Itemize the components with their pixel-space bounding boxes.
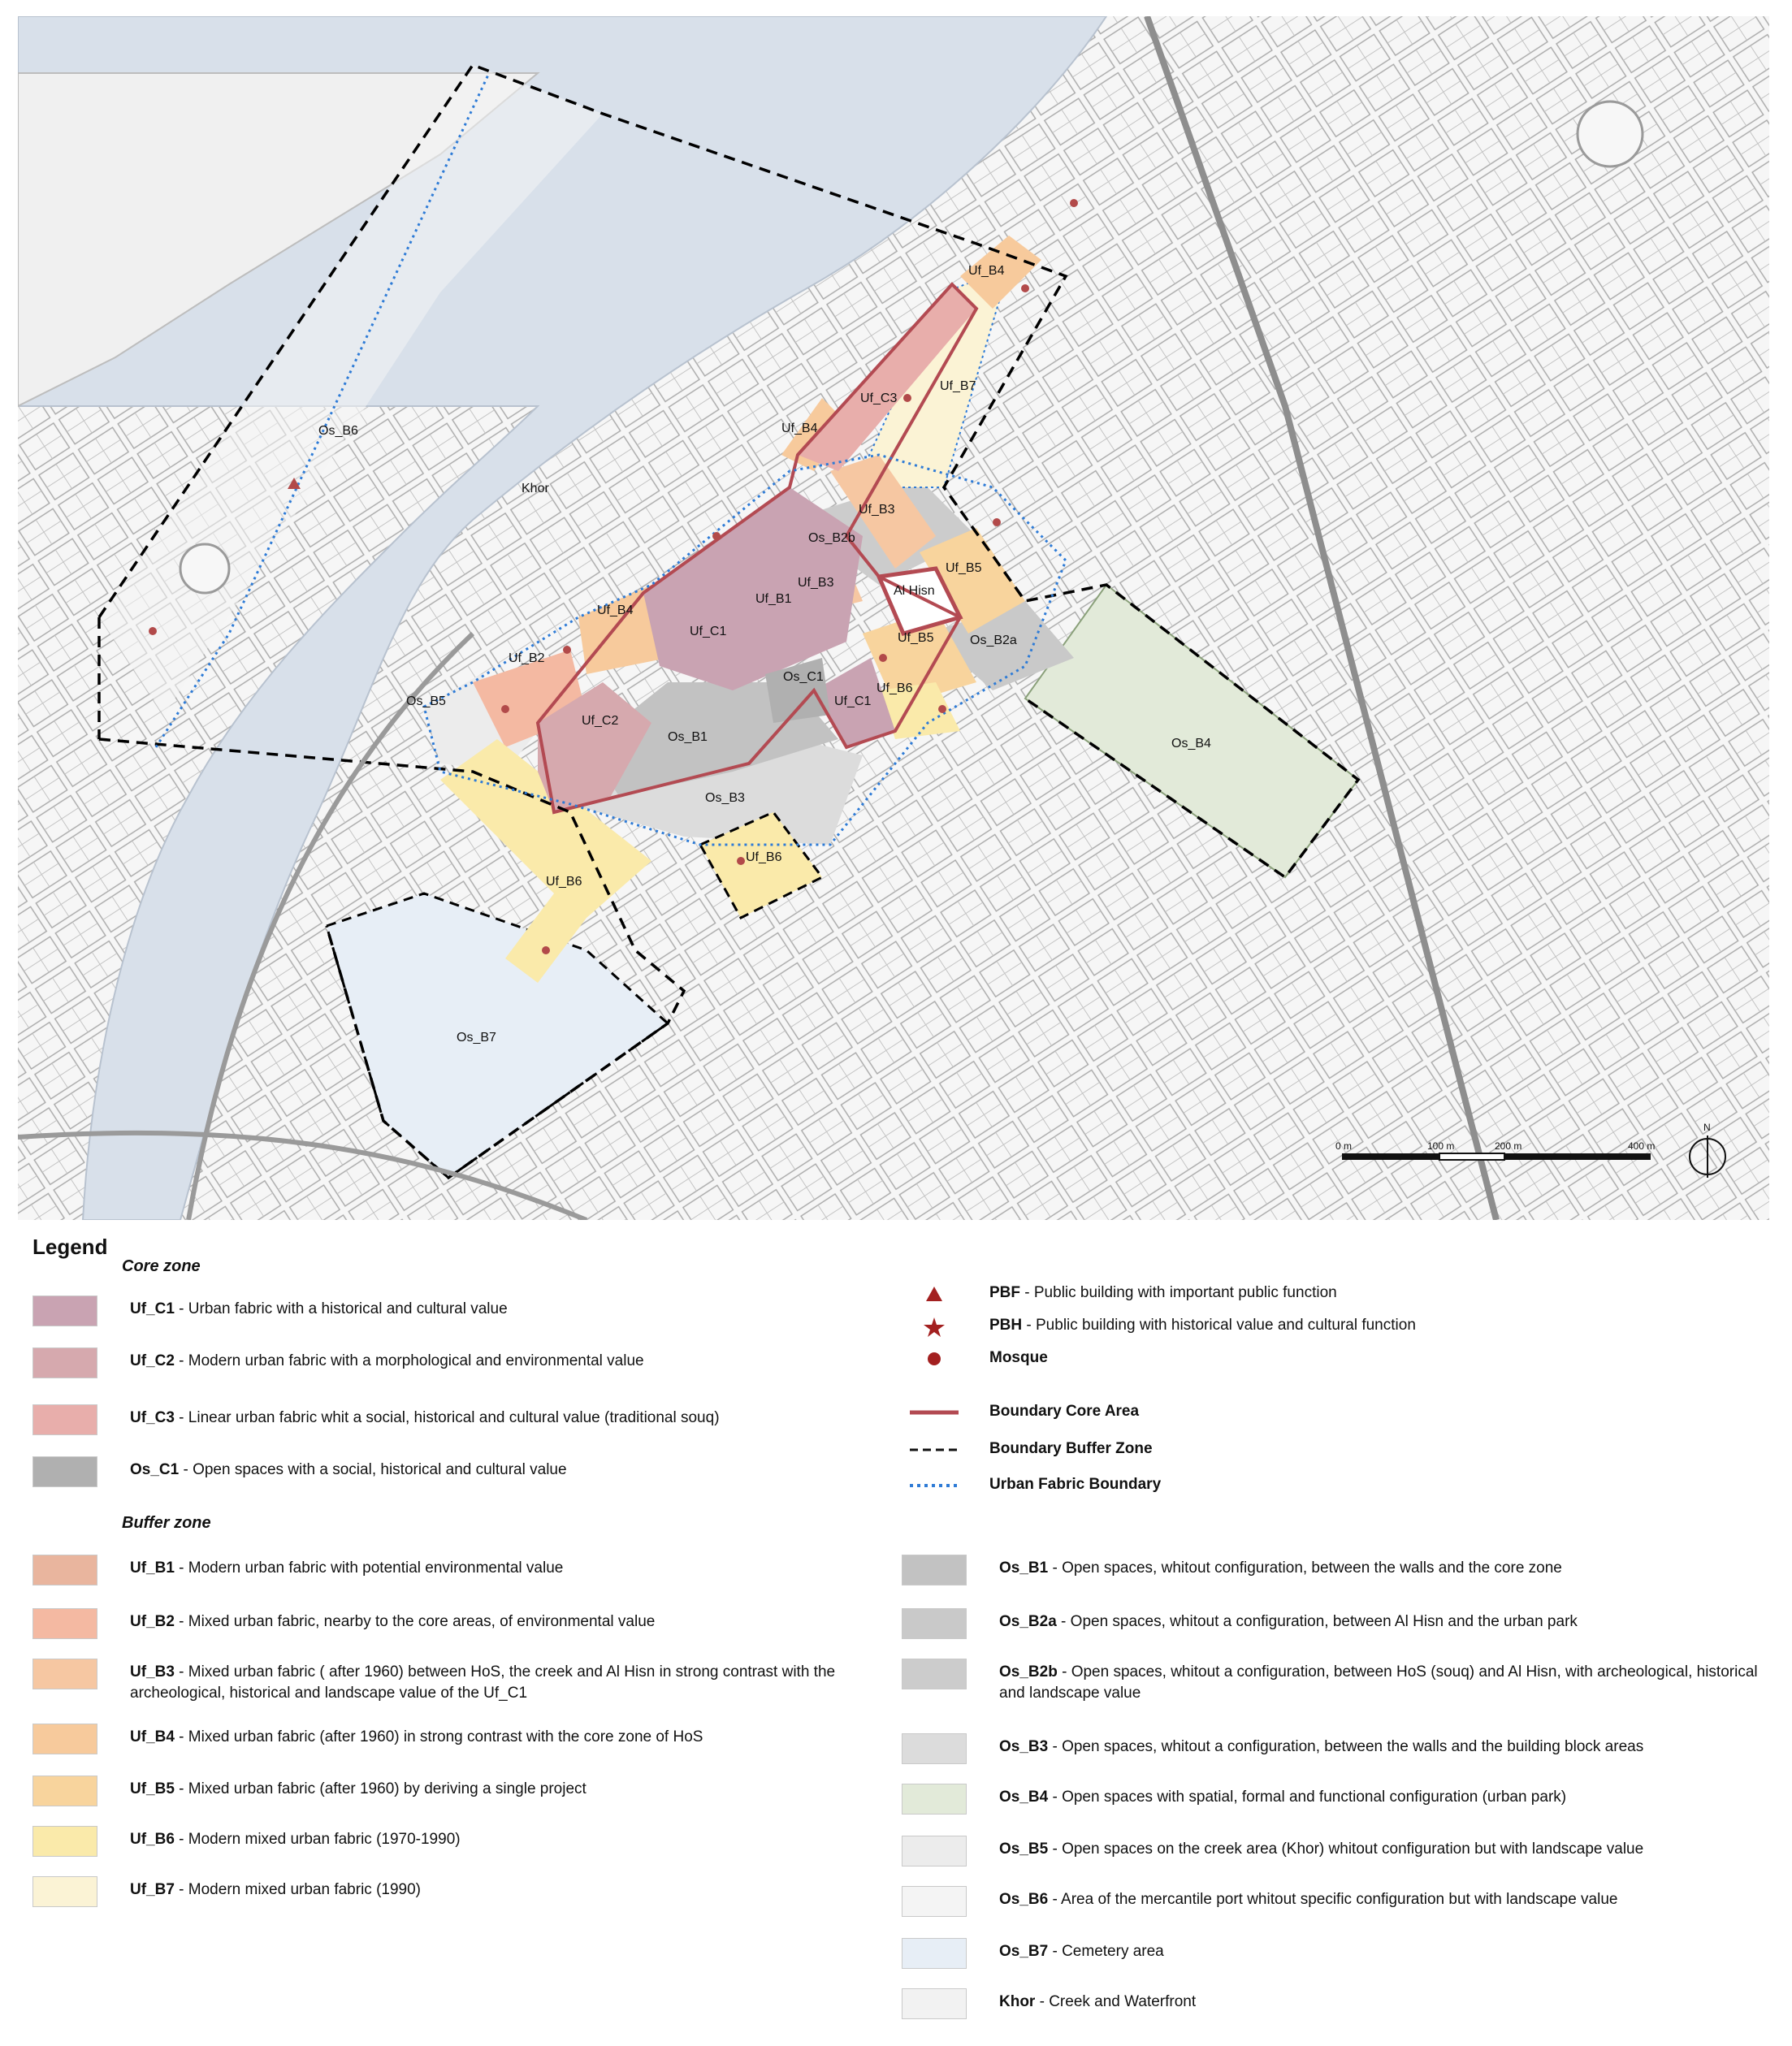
legend-code: Uf_C1 [130,1300,175,1317]
legend-desc: - Open spaces with spatial, formal and functional configuration (urban park) [1048,1789,1567,1806]
legend-desc: - Open spaces on the creek area (Khor) whitout configuration but with landscape value [1048,1841,1644,1858]
legend-desc: - Open spaces, whitout a configuration, between the walls and the building block areas [1048,1738,1644,1755]
legend-desc: - Open spaces, whitout a configuration, between HoS (souq) and Al Hisn, with archeological, historical and landscape value [999,1663,1758,1702]
legend-item-uf-b3 [32,1659,894,1704]
core-zone-heading: Core zone [122,1257,201,1275]
legend-desc: - Public building with historical value and cultural function [1022,1317,1416,1334]
label-uf-c1-right: Uf_C1 [834,694,872,708]
swatch-os-b4 [902,1784,967,1815]
swatch-uf-b7 [32,1876,97,1907]
label-uf-b4-mid: Uf_B4 [781,422,818,435]
dashed-line-icon [910,1438,959,1462]
mosque-icon [542,946,550,954]
swatch-uf-c3 [32,1404,97,1435]
legend-code: Boundary Core Area [989,1403,1140,1420]
legend-item-uf-b1 [32,1555,563,1585]
label-uf-b5-top: Uf_B5 [946,561,982,575]
triangle-icon [910,1282,959,1306]
legend-desc: - Modern mixed urban fabric (1990) [174,1881,421,1898]
scale-label-400: 400 m [1628,1140,1656,1152]
swatch-os-b7 [902,1938,967,1969]
mosque-icon [1070,199,1078,207]
legend-code: PBF [989,1284,1020,1301]
scale-label-100: 100 m [1427,1140,1455,1152]
label-os-b6: Os_B6 [318,424,358,438]
swatch-uf-b5 [32,1776,97,1806]
legend-code: Uf_B2 [130,1613,175,1630]
dot-icon [910,1347,959,1371]
legend-code: Os_B2a [999,1613,1057,1630]
legend-item-os-b3 [902,1733,1643,1764]
legend-desc: - Open spaces, whitout configuration, between the walls and the core zone [1048,1559,1562,1577]
legend-code: Uf_C2 [130,1352,175,1369]
legend-code: Uf_B3 [130,1663,175,1680]
mosque-icon [149,627,157,635]
legend-item-os-c1 [32,1456,567,1487]
legend-code: Uf_B6 [130,1831,175,1848]
legend-item-os-b2a [902,1608,1578,1639]
label-os-b7: Os_B7 [457,1031,496,1045]
mosque-icon [879,654,887,662]
legend-code: Boundary Buffer Zone [989,1440,1153,1457]
swatch-uf-c2 [32,1347,97,1378]
legend-desc: - Linear urban fabric whit a social, historical and cultural value (traditional souq) [174,1409,720,1426]
mosque-icon [938,705,946,713]
legend-item-uf-b2 [32,1608,655,1639]
mosque-icon [903,394,911,402]
legend-code: Os_C1 [130,1461,180,1478]
legend-code: Urban Fabric Boundary [989,1476,1162,1493]
mosque-icon [737,857,745,865]
legend-code: Os_B1 [999,1559,1049,1577]
legend-desc: - Modern urban fabric with a morphological and environmental value [174,1352,644,1369]
legend [0,1220,1792,2046]
legend-desc: - Area of the mercantile port whitout specific configuration but with landscape value [1048,1891,1618,1908]
label-os-b5: Os_B5 [406,694,446,708]
swatch-os-b6 [902,1886,967,1917]
label-os-b4: Os_B4 [1171,737,1211,750]
buffer-zone-heading: Buffer zone [122,1514,211,1532]
swatch-os-c1 [32,1456,97,1487]
mosque-icon [993,518,1001,526]
legend-item-os-b5 [902,1836,1643,1866]
legend-item-os-b1 [902,1555,1562,1585]
legend-symbol-buffer-boundary [910,1438,1153,1462]
legend-code: Uf_B5 [130,1780,175,1797]
swatch-os-b2b [902,1659,967,1689]
label-uf-b3-top: Uf_B3 [859,503,895,517]
label-uf-b6-small: Uf_B6 [746,850,782,864]
legend-desc: - Urban fabric with a historical and cultural value [174,1300,508,1317]
label-os-b2b: Os_B2b [808,531,855,545]
swatch-uf-b6 [32,1826,97,1857]
swatch-uf-b3 [32,1659,97,1689]
label-uf-b1: Uf_B1 [755,592,792,606]
label-uf-b2: Uf_B2 [509,651,545,665]
legend-item-uf-b7 [32,1876,421,1907]
legend-item-uf-b6 [32,1826,461,1857]
legend-code: Uf_B7 [130,1881,175,1898]
label-uf-b7: Uf_B7 [940,379,976,393]
legend-code: Uf_B1 [130,1559,175,1577]
legend-item-os-b7 [902,1938,1164,1969]
scale-label-200: 200 m [1495,1140,1522,1152]
legend-symbol-pbh [910,1314,1416,1339]
legend-code: Os_B2b [999,1663,1058,1680]
swatch-os-b1 [902,1555,967,1585]
legend-code: Os_B7 [999,1943,1049,1960]
legend-symbol-core-boundary [910,1400,1139,1425]
legend-item-uf-b5 [32,1776,587,1806]
scale-label-0: 0 m [1335,1140,1353,1152]
legend-title: Legend [32,1235,108,1259]
legend-desc: - Cemetery area [1048,1943,1164,1960]
label-uf-b4-top: Uf_B4 [968,264,1005,278]
mosque-icon [712,532,721,540]
swatch-os-b5 [902,1836,967,1866]
legend-code: Khor [999,1993,1036,2010]
label-os-c1: Os_C1 [783,670,824,684]
label-os-b1: Os_B1 [668,730,708,744]
mosque-icon [563,646,571,654]
legend-code: Uf_C3 [130,1409,175,1426]
swatch-os-b3 [902,1733,967,1764]
label-uf-b6-large: Uf_B6 [546,875,582,889]
swatch-uf-b1 [32,1555,97,1585]
label-uf-c3: Uf_C3 [860,391,898,405]
legend-desc: - Open spaces with a social, historical and cultural value [179,1461,567,1478]
legend-symbol-mosque [910,1347,1048,1371]
legend-code: PBH [989,1317,1023,1334]
roundabout-west [180,544,229,593]
label-os-b3: Os_B3 [705,791,745,805]
swatch-uf-b2 [32,1608,97,1639]
mosque-icon [1021,284,1029,292]
star-icon [910,1314,959,1339]
legend-item-os-b6 [902,1886,1617,1917]
legend-desc: - Modern urban fabric with potential environmental value [174,1559,564,1577]
legend-symbol-pbf [910,1282,1337,1306]
label-uf-b4-low: Uf_B4 [597,603,634,617]
roundabout [1578,102,1643,167]
site-map [18,16,1769,1220]
legend-symbol-urban-fabric-boundary [910,1473,1161,1498]
legend-desc: - Open spaces, whitout a configuration, between Al Hisn and the urban park [1056,1613,1578,1630]
legend-desc: - Public building with important public function [1020,1284,1337,1301]
legend-desc: - Mixed urban fabric (after 1960) by deriving a single project [174,1780,587,1797]
legend-item-uf-c3 [32,1404,720,1435]
legend-desc: - Mixed urban fabric ( after 1960) between HoS, the creek and Al Hisn in strong contrast with the archeological, historical and landscape value of the Uf_C1 [130,1663,836,1702]
legend-item-uf-b4 [32,1724,703,1754]
legend-item-uf-c2 [32,1347,644,1378]
legend-code: Mosque [989,1349,1048,1366]
label-uf-c1-main: Uf_C1 [690,625,727,638]
legend-desc: - Mixed urban fabric (after 1960) in strong contrast with the core zone of HoS [174,1728,703,1745]
label-uf-c2: Uf_C2 [582,714,619,728]
legend-item-os-b2b [902,1659,1763,1704]
legend-item-os-b4 [902,1784,1566,1815]
swatch-os-b2a [902,1608,967,1639]
label-al-hisn: Al Hisn [894,584,935,598]
legend-desc: - Modern mixed urban fabric (1970-1990) [174,1831,461,1848]
swatch-uf-b4 [32,1724,97,1754]
legend-item-uf-c1 [32,1296,508,1326]
label-khor: Khor [522,482,549,495]
legend-code: Os_B4 [999,1789,1049,1806]
legend-code: Uf_B4 [130,1728,175,1745]
legend-code: Os_B5 [999,1841,1049,1858]
swatch-uf-c1 [32,1296,97,1326]
legend-code: Os_B6 [999,1891,1049,1908]
north-label: N [1703,1122,1711,1133]
mosque-icon [501,705,509,713]
label-uf-b3-mid: Uf_B3 [798,576,834,590]
legend-code: Os_B3 [999,1738,1049,1755]
legend-desc: - Creek and Waterfront [1035,1993,1197,2010]
label-uf-b5-mid: Uf_B5 [898,631,934,645]
label-uf-b6-right: Uf_B6 [877,681,913,695]
label-os-b2a: Os_B2a [970,634,1017,647]
swatch-khor [902,1988,967,2019]
legend-desc: - Mixed urban fabric, nearby to the core areas, of environmental value [174,1613,656,1630]
dotted-line-icon [910,1473,959,1498]
legend-item-khor [902,1988,1196,2019]
solid-line-icon [910,1400,959,1425]
